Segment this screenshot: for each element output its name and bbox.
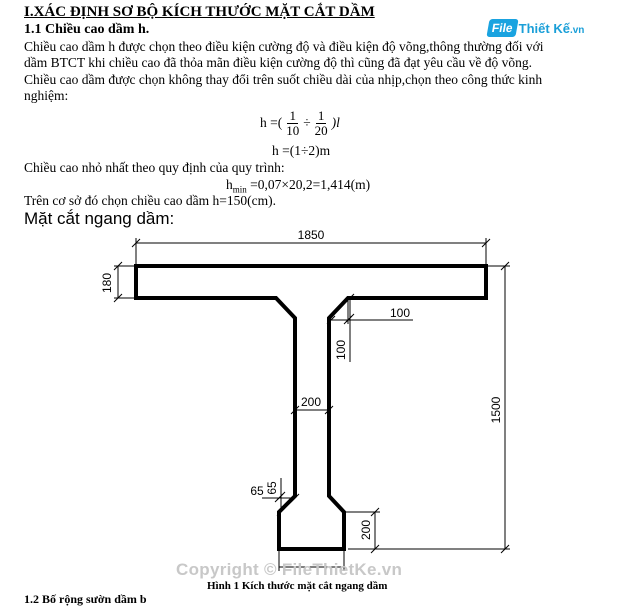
sub-heading: 1.1 Chiều cao dầm h. — [24, 22, 150, 37]
dim-label-1850: 1850 — [297, 228, 325, 242]
dim-label-1500: 1500 — [489, 396, 503, 424]
dimension-180 — [114, 262, 134, 302]
formula-hmin: $h_{min} =0,07\times 20,2=1,414(m)$ — [226, 177, 371, 195]
dim-label-200-web: 200 — [300, 395, 322, 409]
fraction: $\frac{1}{20}$ — [314, 107, 328, 138]
dim-label-100-horizontal: 100 — [389, 306, 411, 320]
dim-label-65-horizontal: 65 — [250, 484, 264, 498]
dim-label-200-bottom: 200 — [359, 519, 373, 541]
dim-label-65-vertical: 65 — [265, 481, 279, 495]
figure-caption: Hình 1 Kích thước mặt cắt ngang dầm — [207, 580, 388, 592]
logo-box: File — [486, 19, 518, 37]
section-heading: I.XÁC ĐỊNH SƠ BỘ KÍCH THƯỚC MẶT CẮT DẦM — [24, 4, 375, 20]
fraction: $\frac{1}{10}$ — [286, 107, 300, 138]
dim-label-180: 180 — [100, 272, 114, 294]
dimension-1500 — [348, 262, 510, 553]
next-heading-partial: 1.2 Bố rộng sườn dầm b — [24, 592, 147, 606]
paragraph-line: Chiều cao nhỏ nhất theo quy định của quy trình: — [24, 160, 285, 175]
formula-height-ratio: h =( $\frac{1}{10}$ ÷ $\frac{1}{20}$ )l — [260, 107, 340, 138]
paragraph-line: Chiều cao dầm được chọn không thay đổi trên suốt chiều dài của nhịp,chọn theo công thức kinh — [24, 72, 543, 87]
paragraph-line: Trên cơ sở đó chọn chiều cao dầm h=150(cm). — [24, 193, 276, 208]
logo-text: Thiết Kế.vn — [518, 20, 585, 36]
dim-label-100-vertical: 100 — [334, 339, 348, 361]
drawing-title: Mặt cắt ngang dầm: — [24, 209, 175, 228]
paragraph-line: dầm BTCT khi chiều cao đã thỏa mãn điều kiện cường độ thì cũng đã đạt yêu cầu về độ võng. — [24, 55, 532, 70]
paragraph-line: Chiều cao dầm h được chọn theo điều kiện cường độ và điều kiện độ võng,thông thường đối với — [24, 39, 544, 54]
copyright-watermark: Copyright © FileThietKe.vn — [176, 560, 403, 579]
paragraph-line: nghiệm: — [24, 88, 69, 103]
formula-height-range: h =(1÷2)m — [272, 143, 331, 158]
